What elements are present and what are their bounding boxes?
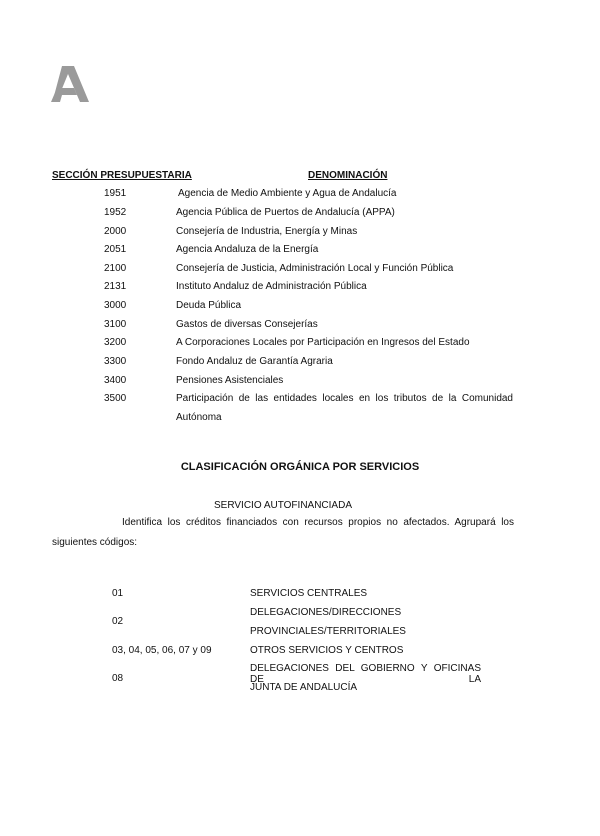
service-name-continued: PROVINCIALES/TERRITORIALES [250,626,406,637]
junta-andalucia-logo-icon [48,66,90,102]
row-name-continued: Autónoma [176,412,222,423]
row-name: Deuda Pública [176,300,242,311]
row-name: Consejería de Justicia, Administración Local y Función Pública [176,263,454,274]
section-subtitle: SERVICIO AUTOFINANCIADA [214,500,352,511]
row-name: Agencia de Medio Ambiente y Agua de Andalucía [178,188,397,199]
service-code: 01 [112,588,124,599]
row-code: 1952 [104,207,127,218]
section-title: CLASIFICACIÓN ORGÁNICA POR SERVICIOS [180,461,420,473]
row-name: Instituto Andaluz de Administración Pública [176,281,367,292]
service-name: SERVICIOS CENTRALES [250,588,368,599]
row-name: Gastos de diversas Consejerías [176,319,318,330]
service-code: 08 [112,673,124,684]
row-code: 2131 [104,281,127,292]
row-code: 3300 [104,356,127,367]
row-code: 3400 [104,375,127,386]
row-name: Participación de las entidades locales en los tributos de la Comunidad [176,393,513,404]
row-code: 2000 [104,226,127,237]
header-seccion: SECCIÓN PRESUPUESTARIA [52,170,192,181]
row-name: Consejería de Industria, Energía y Minas [176,226,358,237]
row-code: 3200 [104,337,127,348]
row-code: 2100 [104,263,127,274]
row-code: 3100 [104,319,127,330]
service-name: DELEGACIONES/DIRECCIONES [250,607,402,618]
row-name: Pensiones Asistenciales [176,375,284,386]
row-code: 2051 [104,244,127,255]
row-name: Fondo Andaluz de Garantía Agraria [176,356,333,367]
row-code: 3000 [104,300,127,311]
section-paragraph: Identifica los créditos financiados con recursos propios no afectados. Agrupará los siguientes códigos: [52,517,514,548]
row-code: 3500 [104,393,127,404]
service-code: 03, 04, 05, 06, 07 y 09 [112,645,212,656]
service-code: 02 [112,616,124,627]
header-denominacion: DENOMINACIÓN [308,170,388,181]
service-name: OTROS SERVICIOS Y CENTROS [250,645,404,656]
row-name: Agencia Andaluza de la Energía [176,244,319,255]
service-name: DELEGACIONES DEL GOBIERNO Y OFICINAS DE LA [250,663,481,685]
row-code: 1951 [104,188,127,199]
service-name-continued: JUNTA DE ANDALUCÍA [250,682,358,693]
row-name: Agencia Pública de Puertos de Andalucía (APPA) [176,207,395,218]
row-name: A Corporaciones Locales por Participación en Ingresos del Estado [176,337,470,348]
